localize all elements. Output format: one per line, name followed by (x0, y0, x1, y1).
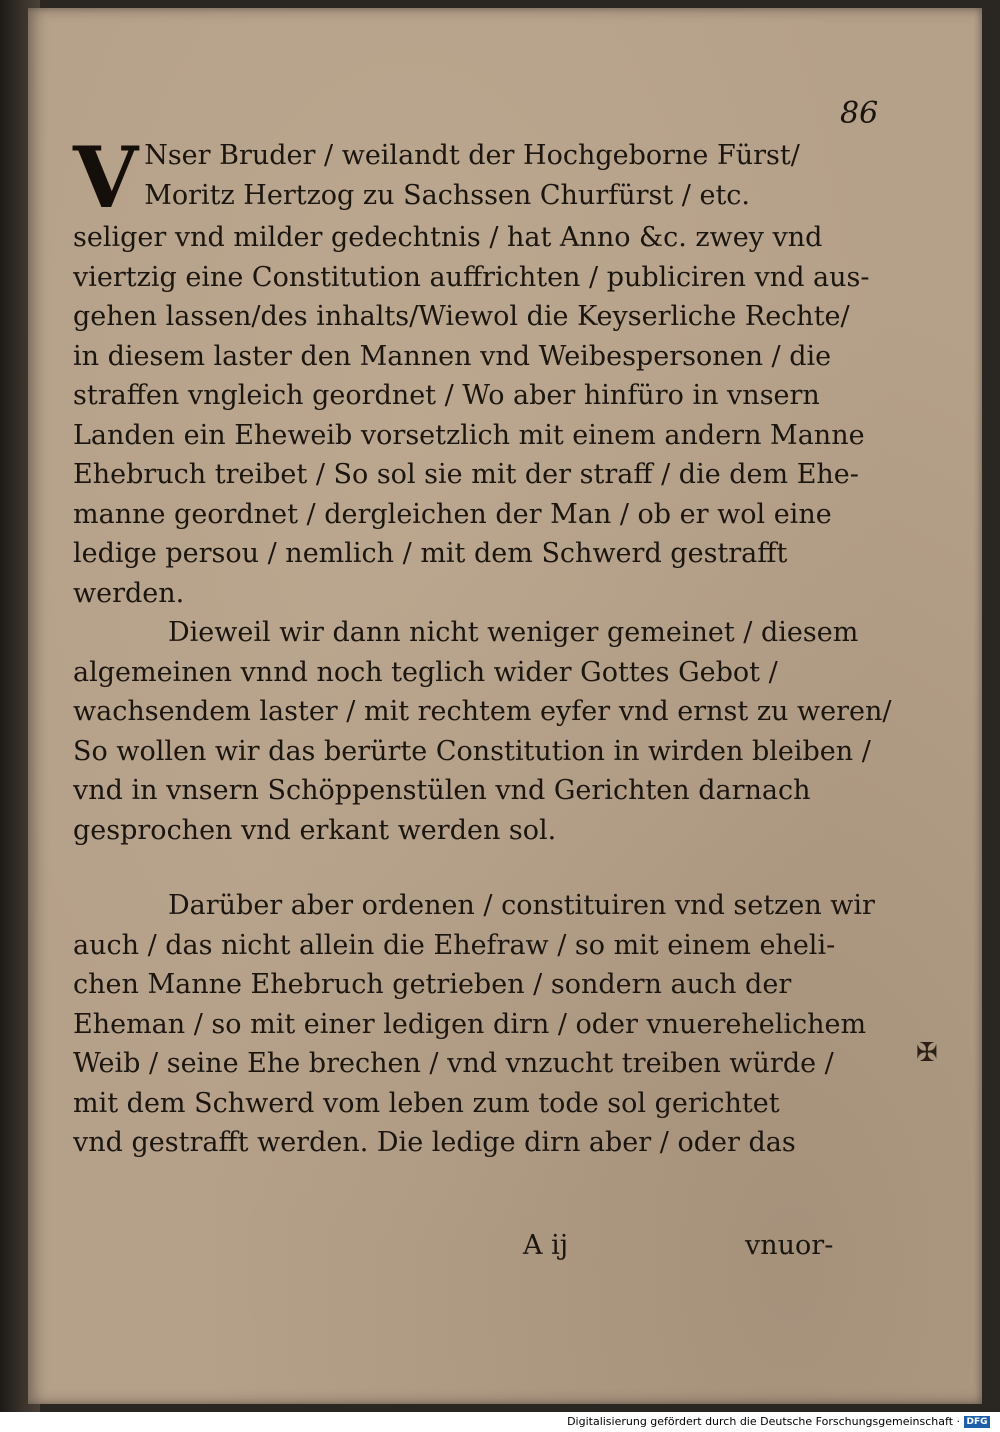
text-line: Landen ein Eheweib vorsetzlich mit einem andern Manne (73, 419, 865, 451)
text-line: werden. (73, 577, 185, 609)
text-line: in diesem laster den Mannen vnd Weibespersonen / die (73, 340, 832, 372)
margin-mark: ✠ (916, 1038, 938, 1068)
text-line: gesprochen vnd erkant werden sol. (73, 814, 557, 846)
paragraph-gap (73, 850, 903, 886)
text-line: ledige persou / nemlich / mit dem Schwerd gestrafft (73, 538, 788, 569)
text-line: vnd in vnsern Schöppenstülen vnd Gerichten darnach (73, 775, 811, 806)
text-line: vnd gestrafft werden. Die ledige dirn aber / oder das (73, 1127, 796, 1158)
text-line: viertzig eine Constitution auffrichten / publiciren vnd aus- (73, 261, 870, 293)
footer-bar (0, 1412, 1000, 1432)
text-line: algemeinen vnnd noch teglich wider Gottes Gebot / (73, 656, 778, 688)
text-line: manne geordnet / dergleichen der Man / ob er wol eine (73, 498, 832, 530)
text-line: gehen lassen/des inhalts/Wiewol die Keyserliche Rechte/ (73, 301, 850, 332)
signature-mark: A ij (523, 1230, 569, 1261)
text-line: chen Manne Ehebruch getrieben / sondern auch der (73, 969, 792, 1000)
text-line: Dieweil wir dann nicht weniger gemeinet / diesem (168, 617, 859, 648)
text-line: Ehebruch treibet / So sol sie mit der straff / die dem Ehe- (73, 459, 859, 490)
drop-initial: V (73, 128, 139, 227)
text-line: mit dem Schwerd vom leben zum tode sol gerichtet (73, 1087, 780, 1119)
text-line: So wollen wir das berürte Constitution in wirden bleiben / (73, 735, 871, 767)
text-line: wachsendem laster / mit rechtem eyfer vnd ernst zu weren/ (73, 696, 892, 727)
page-foot (73, 1230, 903, 1270)
text-line: straffen vngleich geordnet / Wo aber hinfüro in vnsern (73, 380, 820, 411)
printed-page (28, 8, 982, 1404)
funding-credit: Digitalisierung gefördert durch die Deutsche Forschungsgemeinschaft · (567, 1415, 960, 1428)
text-line: Weib / seine Ehe brechen / vnd vnzucht treiben würde / (73, 1048, 834, 1079)
text-line: seliger vnd milder gedechtnis / hat Anno &c. zwey vnd (73, 222, 823, 253)
dfg-logo: DFG (964, 1416, 990, 1428)
text-line: Nser Bruder / weilandt der Hochgeborne Fürst/ (144, 140, 800, 171)
text-line: Eheman / so mit einer ledigen dirn / oder vnuerehelichem (73, 1008, 867, 1040)
text-line: auch / das nicht allein die Ehefraw / so mit einem eheli- (73, 929, 836, 961)
catchword: vnuor- (745, 1230, 834, 1261)
body-text (73, 128, 903, 1163)
page-number: 86 (840, 96, 879, 131)
text-line: Darüber aber ordenen / constituiren vnd setzen wir (168, 890, 875, 921)
text-line: Moritz Hertzog zu Sachssen Churfürst / etc. (144, 179, 751, 211)
